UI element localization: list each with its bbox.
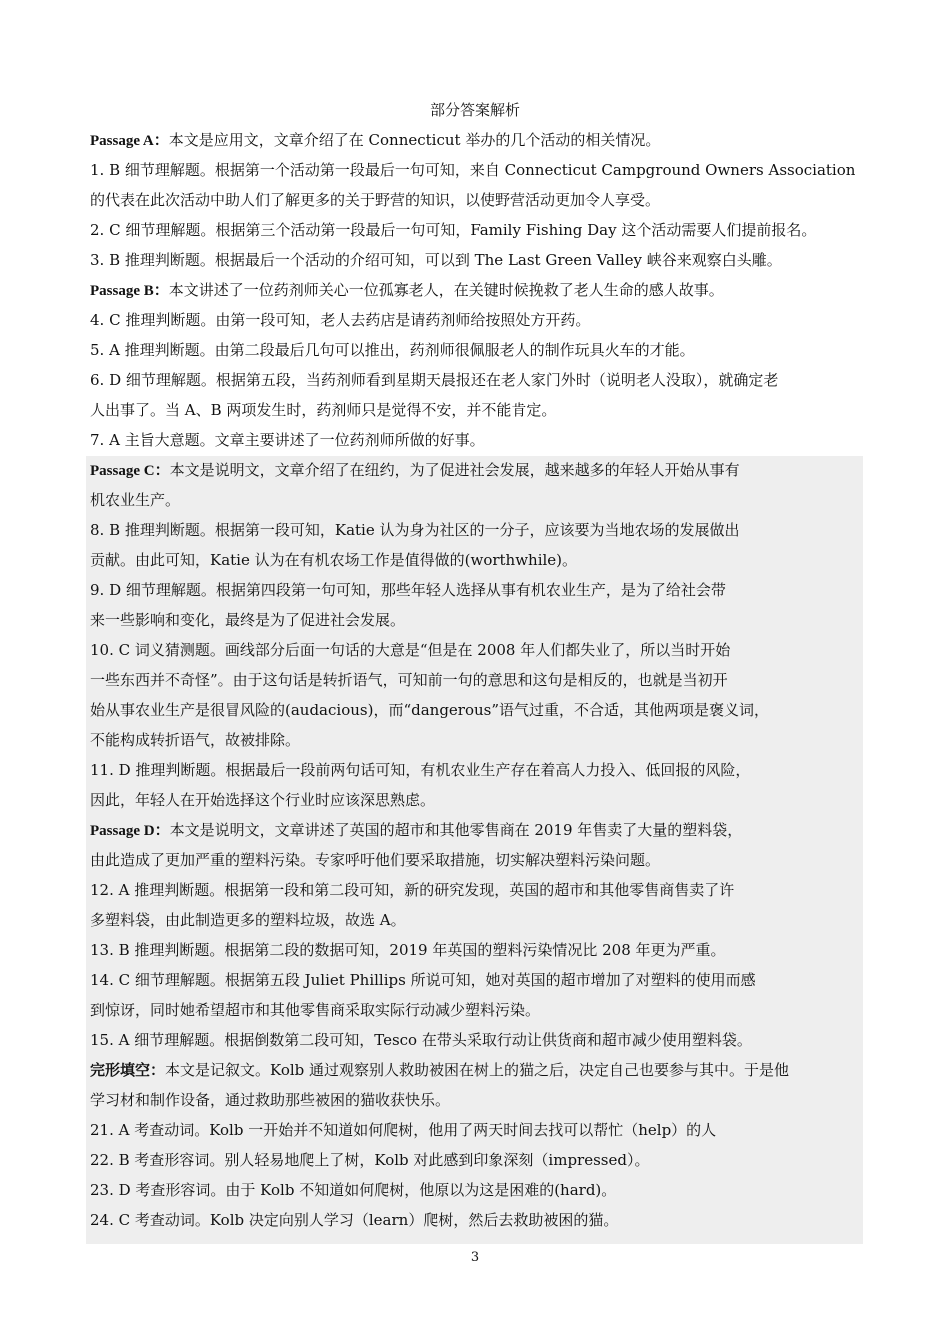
- line-text: 15. A 细节理解题。根据倒数第二段可知，Tesco 在带头采取行动让供货商和超市减少使用塑料袋。: [90, 1031, 752, 1049]
- text-line: [90, 935, 862, 965]
- text-line: [90, 1025, 862, 1055]
- line-text: 人出事了。当 A、B 两项发生时，药剂师只是觉得不安，并不能肯定。: [90, 401, 557, 419]
- text-line: [90, 845, 862, 875]
- text-line: [90, 275, 862, 305]
- line-text: 本文是记叙文。Kolb 通过观察别人救助被困在树上的猫之后，决定自己也要参与其中。于是他: [165, 1061, 790, 1079]
- text-line: [90, 905, 862, 935]
- line-text: 22. B 考查形容词。别人轻易地爬上了树，Kolb 对此感到印象深刻（impressed）。: [90, 1151, 650, 1169]
- answer-explanations: [90, 125, 862, 1235]
- text-line: [90, 725, 862, 755]
- text-line: [90, 425, 862, 455]
- line-text: 1. B 细节理解题。根据第一个活动第一段最后一句可知，来自 Connecticut Campground Owners Association: [90, 161, 856, 179]
- text-line: [90, 1145, 862, 1175]
- line-text: 3. B 推理判断题。根据最后一个活动的介绍可知，可以到 The Last Green Valley 峡谷来观察白头雕。: [90, 251, 782, 269]
- line-text: 由此造成了更加严重的塑料污染。专家呼吁他们要采取措施，切实解决塑料污染问题。: [90, 851, 661, 869]
- line-text: 2. C 细节理解题。根据第三个活动第一段最后一句可知，Family Fishing Day 这个活动需要人们提前报名。: [90, 221, 817, 239]
- text-line: [90, 605, 862, 635]
- text-line: [90, 485, 862, 515]
- line-text: 14. C 细节理解题。根据第五段 Juliet Phillips 所说可知，她对英国的超市增加了对塑料的使用而感: [90, 971, 756, 989]
- page-title: 部分答案解析: [429, 101, 520, 119]
- text-line: [90, 515, 862, 545]
- line-text: 的代表在此次活动中助人们了解更多的关于野营的知识，以使野营活动更加令人享受。: [90, 191, 661, 209]
- text-line: [90, 245, 862, 275]
- text-line: [90, 1115, 862, 1145]
- line-text: 来一些影响和变化，最终是为了促进社会发展。: [90, 611, 406, 629]
- line-text: 机农业生产。: [90, 491, 181, 509]
- line-text: 10. C 词义猜测题。画线部分后面一句话的大意是“但是在 2008 年人们都失业了，所以当时开始: [90, 641, 731, 659]
- line-text: 始从事农业生产是很冒风险的(audacious)，而“dangerous”语气过重，不合适，其他两项是褒义词，: [90, 701, 770, 719]
- text-line: [90, 335, 862, 365]
- text-line: [90, 695, 862, 725]
- text-line: [90, 755, 862, 785]
- section-heading: Passage D：: [90, 823, 170, 839]
- section-heading: 完形填空：: [90, 1063, 166, 1079]
- text-line: [90, 575, 862, 605]
- line-text: 本文讲述了一位药剂师关心一位孤寡老人，在关键时候挽救了老人生命的感人故事。: [168, 281, 724, 299]
- text-line: [90, 875, 862, 905]
- line-text: 贡献。由此可知，Katie 认为在有机农场工作是值得做的(worthwhile)。: [90, 551, 578, 569]
- text-line: [90, 1205, 862, 1235]
- line-text: 7. A 主旨大意题。文章主要讲述了一位药剂师所做的好事。: [90, 431, 485, 449]
- section-heading: Passage A：: [90, 133, 169, 149]
- line-text: 一些东西并不奇怪”。由于这句话是转折语气，可知前一句的意思和这句是相反的，也就是当初开: [90, 671, 728, 689]
- line-text: 6. D 细节理解题。根据第五段，当药剂师看到星期天晨报还在老人家门外时（说明老人没取），就确定老: [90, 371, 779, 389]
- line-text: 13. B 推理判断题。根据第二段的数据可知，2019 年英国的塑料污染情况比 208 年更为严重。: [90, 941, 726, 959]
- line-text: 因此，年轻人在开始选择这个行业时应该深思熟虑。: [90, 791, 436, 809]
- text-line: [90, 965, 862, 995]
- text-line: [90, 995, 862, 1025]
- line-text: 不能构成转折语气，故被排除。: [90, 731, 301, 749]
- page-number: 3: [470, 1250, 480, 1265]
- line-text: 5. A 推理判断题。由第二段最后几句可以推出，药剂师很佩服老人的制作玩具火车的才能。: [90, 341, 695, 359]
- section-heading: Passage C：: [90, 463, 170, 479]
- text-line: [90, 1175, 862, 1205]
- text-line: [90, 455, 862, 485]
- text-line: [90, 815, 862, 845]
- line-text: 23. D 考查形容词。由于 Kolb 不知道如何爬树，他原以为这是困难的(hard)。: [90, 1181, 617, 1199]
- line-text: 到惊讶，同时她希望超市和其他零售商采取实际行动减少塑料污染。: [90, 1001, 541, 1019]
- line-text: 本文是说明文，文章介绍了在纽约，为了促进社会发展，越来越多的年轻人开始从事有: [169, 461, 740, 479]
- line-text: 8. B 推理判断题。根据第一段可知，Katie 认为身为社区的一分子，应该要为当地农场的发展做出: [90, 521, 740, 539]
- text-line: [90, 305, 862, 335]
- text-line: [90, 365, 862, 395]
- text-line: [90, 545, 862, 575]
- text-line: [90, 1085, 862, 1115]
- text-line: [90, 125, 862, 155]
- text-line: [90, 215, 862, 245]
- text-line: [90, 665, 862, 695]
- section-heading: Passage B：: [90, 283, 169, 299]
- text-line: [90, 155, 862, 185]
- line-text: 4. C 推理判断题。由第一段可知，老人去药店是请药剂师给按照处方开药。: [90, 311, 591, 329]
- line-text: 21. A 考查动词。Kolb 一开始并不知道如何爬树，他用了两天时间去找可以帮忙（help）的人: [90, 1121, 717, 1139]
- text-line: [90, 1055, 862, 1085]
- text-line: [90, 635, 862, 665]
- text-line: [90, 395, 862, 425]
- line-text: 11. D 推理判断题。根据最后一段前两句话可知，有机农业生产存在着高人力投入、低回报的风险，: [90, 761, 751, 779]
- line-text: 9. D 细节理解题。根据第四段第一句可知，那些年轻人选择从事有机农业生产，是为了给社会带: [90, 581, 726, 599]
- text-line: [90, 785, 862, 815]
- line-text: 本文是说明文，文章讲述了英国的超市和其他零售商在 2019 年售卖了大量的塑料袋，: [169, 821, 743, 839]
- text-line: [90, 185, 862, 215]
- line-text: 学习材和制作设备，通过救助那些被困的猫收获快乐。: [90, 1091, 451, 1109]
- line-text: 12. A 推理判断题。根据第一段和第二段可知，新的研究发现，英国的超市和其他零售商售卖了许: [90, 881, 735, 899]
- line-text: 本文是应用文，文章介绍了在 Connecticut 举办的几个活动的相关情况。: [168, 131, 661, 149]
- line-text: 多塑料袋，由此制造更多的塑料垃圾，故选 A。: [90, 911, 406, 929]
- line-text: 24. C 考查动词。Kolb 决定向别人学习（learn）爬树，然后去救助被困的猫。: [90, 1211, 619, 1229]
